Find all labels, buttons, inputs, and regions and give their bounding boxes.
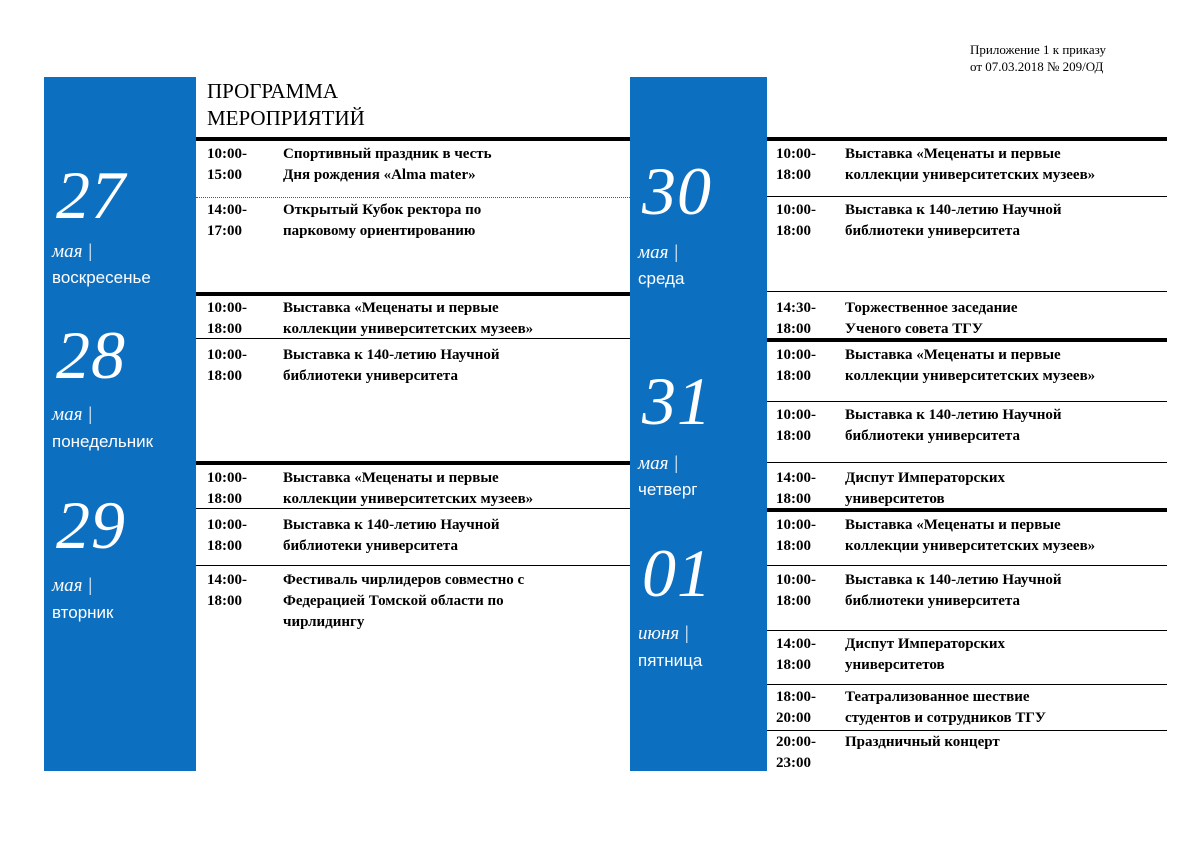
- event-title: Диспут Императорских: [845, 636, 1005, 652]
- day-weekday-31: четверг: [638, 480, 698, 499]
- event-title: Выставка «Меценаты и первые: [283, 300, 499, 316]
- day-number-31: 31: [642, 363, 712, 439]
- event-time-end: 18:00: [776, 428, 811, 444]
- divider-thick: [196, 137, 630, 141]
- event-time-end: 18:00: [776, 321, 811, 337]
- event-time-end: 18:00: [207, 368, 242, 384]
- day-month-27: мая |: [52, 241, 93, 262]
- event-title: Выставка к 140-летию Научной: [845, 572, 1062, 588]
- divider-thin: [767, 401, 1167, 402]
- event-time-end: 18:00: [776, 167, 811, 183]
- event-time-start: 14:00-: [776, 470, 816, 486]
- right-date-column: [630, 77, 767, 771]
- event-time-end: 18:00: [207, 593, 242, 609]
- event-title: коллекции университетских музеев»: [283, 321, 534, 337]
- title-line-2: МЕРОПРИЯТИЙ: [207, 106, 365, 130]
- divider-thin: [767, 565, 1167, 566]
- event-time-end: 18:00: [207, 538, 242, 554]
- day-month-29: мая |: [52, 575, 93, 596]
- divider-thin: [767, 291, 1167, 292]
- event-title: чирлидингу: [283, 614, 365, 630]
- day-month-31: мая |: [638, 453, 679, 474]
- event-title: университетов: [845, 657, 945, 673]
- day-month-28: мая |: [52, 404, 93, 425]
- event-time-start: 10:00-: [776, 407, 816, 423]
- event-time-start: 10:00-: [776, 146, 816, 162]
- event-title: Выставка к 140-летию Научной: [845, 202, 1062, 218]
- event-time-start: 10:00-: [776, 517, 816, 533]
- day-month-01: июня |: [638, 623, 690, 644]
- event-time-start: 18:00-: [776, 689, 816, 705]
- event-title: коллекции университетских музеев»: [283, 491, 534, 507]
- event-title: Дня рождения «Alma mater»: [283, 167, 476, 183]
- event-title: библиотеки университета: [283, 538, 458, 554]
- event-time-end: 18:00: [776, 657, 811, 673]
- event-time-start: 14:00-: [207, 202, 247, 218]
- event-title: парковому ориентированию: [283, 223, 476, 239]
- event-title: Театрализованное шествие: [845, 689, 1030, 705]
- event-time-start: 14:00-: [776, 636, 816, 652]
- day-number-30: 30: [642, 153, 712, 229]
- event-title: коллекции университетских музеев»: [845, 538, 1096, 554]
- event-time-end: 17:00: [207, 223, 242, 239]
- event-time-end: 18:00: [207, 491, 242, 507]
- event-title: Спортивный праздник в честь: [283, 146, 492, 162]
- event-title: Ученого совета ТГУ: [845, 321, 983, 337]
- event-title: Открытый Кубок ректора по: [283, 202, 482, 218]
- appendix-line-1: Приложение 1 к приказу: [970, 42, 1107, 57]
- day-weekday-30: среда: [638, 269, 685, 288]
- event-time-start: 14:00-: [207, 572, 247, 588]
- divider-dotted: [196, 197, 630, 198]
- left-date-column: [44, 77, 196, 771]
- event-time-start: 10:00-: [207, 470, 247, 486]
- event-title: Фестиваль чирлидеров совместно с: [283, 572, 525, 588]
- divider-thin: [767, 196, 1167, 197]
- event-title: Торжественное заседание: [845, 300, 1018, 316]
- event-title: библиотеки университета: [845, 428, 1020, 444]
- event-time-end: 18:00: [776, 491, 811, 507]
- event-time-end: 18:00: [776, 538, 811, 554]
- event-time-start: 10:00-: [776, 572, 816, 588]
- event-title: Выставка к 140-летию Научной: [845, 407, 1062, 423]
- event-title: Праздничный концерт: [845, 734, 1000, 750]
- event-title: библиотеки университета: [283, 368, 458, 384]
- day-number-28: 28: [56, 317, 126, 393]
- event-title: Выставка «Меценаты и первые: [283, 470, 499, 486]
- day-weekday-29: вторник: [52, 603, 114, 622]
- event-time-end: 18:00: [207, 321, 242, 337]
- appendix-line-2: от 07.03.2018 № 209/ОД: [970, 59, 1104, 74]
- day-weekday-01: пятница: [638, 651, 703, 670]
- event-time-end: 18:00: [776, 593, 811, 609]
- event-time-start: 14:30-: [776, 300, 816, 316]
- event-time-end: 20:00: [776, 710, 811, 726]
- event-title: студентов и сотрудников ТГУ: [845, 710, 1046, 726]
- title-line-1: ПРОГРАММА: [207, 79, 339, 103]
- event-title: Выставка «Меценаты и первые: [845, 517, 1061, 533]
- event-title: Выставка «Меценаты и первые: [845, 347, 1061, 363]
- event-time-end: 18:00: [776, 223, 811, 239]
- day-number-29: 29: [56, 487, 126, 563]
- divider-thin: [196, 565, 630, 566]
- event-time-start: 10:00-: [776, 202, 816, 218]
- event-title: университетов: [845, 491, 945, 507]
- event-title: Выставка к 140-летию Научной: [283, 517, 500, 533]
- day-weekday-28: понедельник: [52, 432, 154, 451]
- divider-thin: [767, 462, 1167, 463]
- event-time-end: 23:00: [776, 755, 811, 771]
- event-title: коллекции университетских музеев»: [845, 167, 1096, 183]
- event-title: библиотеки университета: [845, 223, 1020, 239]
- event-title: Федерацией Томской области по: [283, 593, 504, 609]
- divider-thick: [196, 292, 630, 296]
- event-time-start: 10:00-: [207, 517, 247, 533]
- event-time-start: 10:00-: [207, 300, 247, 316]
- day-number-27: 27: [56, 157, 126, 233]
- event-title: Выставка «Меценаты и первые: [845, 146, 1061, 162]
- appendix-note: [970, 41, 1170, 75]
- page-title: [207, 78, 365, 132]
- event-title: Диспут Императорских: [845, 470, 1005, 486]
- event-time-end: 18:00: [776, 368, 811, 384]
- day-number-01: 01: [642, 535, 712, 611]
- divider-thin: [767, 630, 1167, 631]
- divider-thick: [196, 461, 630, 465]
- day-weekday-27: воскресенье: [52, 268, 151, 287]
- event-time-start: 20:00-: [776, 734, 816, 750]
- divider-thin: [767, 730, 1167, 731]
- divider-thick: [767, 137, 1167, 141]
- event-title: коллекции университетских музеев»: [845, 368, 1096, 384]
- event-time-start: 10:00-: [207, 146, 247, 162]
- divider-thin: [767, 684, 1167, 685]
- event-title: библиотеки университета: [845, 593, 1020, 609]
- event-time-end: 15:00: [207, 167, 242, 183]
- event-time-start: 10:00-: [776, 347, 816, 363]
- event-title: Выставка к 140-летию Научной: [283, 347, 500, 363]
- event-time-start: 10:00-: [207, 347, 247, 363]
- day-month-30: мая |: [638, 242, 679, 263]
